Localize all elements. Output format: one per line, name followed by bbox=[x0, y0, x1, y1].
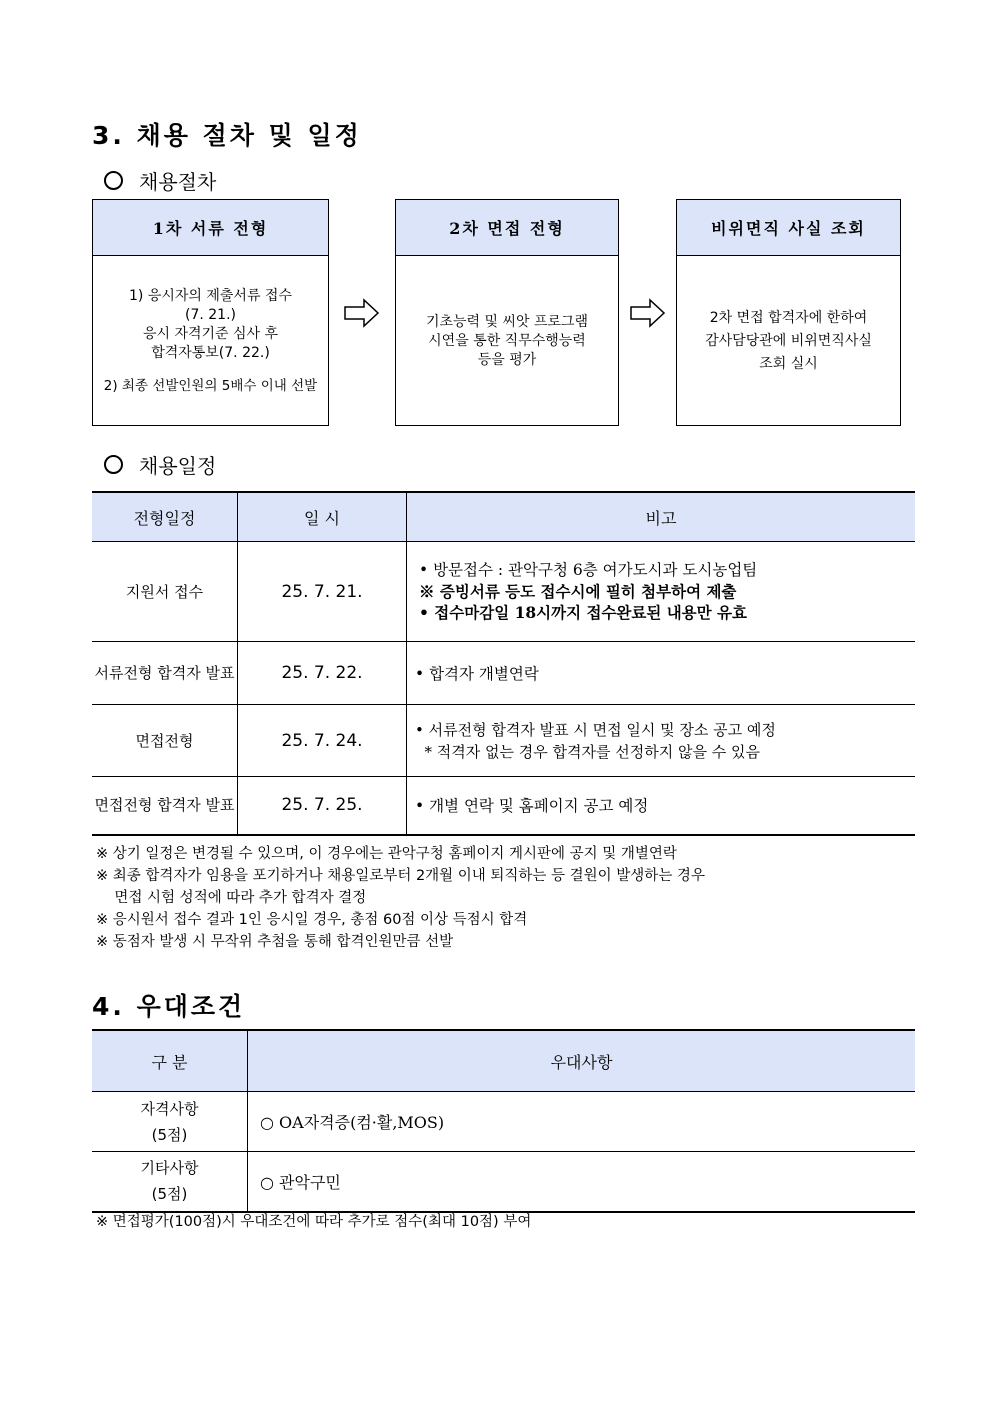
step-line: 조회 실시 bbox=[759, 355, 818, 372]
notes-cell bbox=[407, 642, 916, 705]
note-line: ※ 증빙서류 등도 접수시에 필히 첨부하여 제출 bbox=[419, 582, 737, 601]
step-line: 2차 면접 합격자에 한하여 bbox=[709, 309, 868, 326]
note-line: • 합격자 개별연락 bbox=[415, 665, 539, 683]
preference-table bbox=[92, 1029, 915, 1213]
notes-cell bbox=[407, 542, 916, 642]
step-line: 2) 최종 선발인원의 5배수 이내 선발 bbox=[103, 377, 318, 394]
footnote: ※ 상기 일정은 변경될 수 있으며, 이 경우에는 관악구청 홈페이지 게시판에 공지 및 개별연락 bbox=[96, 846, 677, 862]
category-points: (5점) bbox=[151, 1125, 188, 1144]
stage-cell: 면접전형 bbox=[92, 705, 238, 777]
date-cell: 25. 7. 25. bbox=[238, 777, 407, 835]
schedule-footnotes bbox=[96, 843, 906, 953]
stage-cell: 면접전형 합격자 발표 bbox=[92, 777, 238, 835]
step-body bbox=[677, 256, 900, 426]
col-header: 일 시 bbox=[238, 492, 407, 542]
step-box-document-screening bbox=[92, 199, 329, 426]
table-row bbox=[92, 705, 915, 777]
notes-cell bbox=[407, 705, 916, 777]
step-line: 합격자통보(7. 22.) bbox=[151, 344, 270, 361]
step-line: 1) 응시자의 제출서류 접수 bbox=[129, 287, 292, 304]
step-body bbox=[396, 256, 618, 426]
stage-cell: 서류전형 합격자 발표 bbox=[92, 642, 238, 705]
step-line: (7. 21.) bbox=[185, 306, 236, 323]
category-cell bbox=[92, 1152, 248, 1212]
notes-cell bbox=[407, 777, 916, 835]
footnote: ※ 최종 합격자가 임용을 포기하거나 채용일로부터 2개월 이내 퇴직하는 등 결원이 발생하는 경우 bbox=[96, 868, 705, 884]
col-header: 전형일정 bbox=[92, 492, 238, 542]
table-row bbox=[92, 1092, 915, 1152]
col-header: 비고 bbox=[407, 492, 916, 542]
category-points: (5점) bbox=[151, 1185, 188, 1204]
date-cell: 25. 7. 24. bbox=[238, 705, 407, 777]
step-line: 등을 평가 bbox=[477, 351, 537, 368]
step-line: 응시 자격기준 심사 후 bbox=[142, 325, 279, 342]
col-header: 우대사항 bbox=[248, 1030, 916, 1092]
table-row bbox=[92, 1152, 915, 1212]
section-4-title: 4. 우대조건 bbox=[92, 992, 246, 1021]
circle-bullet-icon bbox=[104, 171, 123, 190]
schedule-heading bbox=[104, 450, 216, 479]
category-cell bbox=[92, 1092, 248, 1152]
right-arrow-icon bbox=[630, 298, 666, 328]
schedule-table bbox=[92, 491, 915, 836]
detail-cell: ○ OA자격증(컴·활,MOS) bbox=[248, 1092, 916, 1152]
procedure-heading-text: 채용절차 bbox=[139, 170, 217, 194]
step-body bbox=[93, 256, 328, 426]
date-cell: 25. 7. 21. bbox=[238, 542, 407, 642]
section-3-title: 3. 채용 절차 및 일정 bbox=[92, 121, 362, 150]
note-line: • 서류전형 합격자 발표 시 면접 일시 및 장소 공고 예정 bbox=[415, 720, 776, 739]
note-line: * 적격자 없는 경우 합격자를 선정하지 않을 수 있음 bbox=[415, 742, 760, 761]
step-title: 2차 면접 전형 bbox=[396, 200, 618, 256]
col-header: 구 분 bbox=[92, 1030, 248, 1092]
step-box-misconduct-check bbox=[676, 199, 901, 426]
footnote: 면접 시험 성적에 따라 추가 합격자 결정 bbox=[96, 890, 367, 906]
note-line: • 개별 연락 및 홈페이지 공고 예정 bbox=[415, 797, 649, 816]
category-label: 자격사항 bbox=[140, 1099, 199, 1118]
stage-cell: 지원서 접수 bbox=[92, 542, 238, 642]
table-row bbox=[92, 542, 915, 642]
schedule-heading-text: 채용일정 bbox=[139, 454, 217, 478]
step-title: 1차 서류 전형 bbox=[93, 200, 328, 256]
note-line: • 방문접수 : 관악구청 6층 여가도시과 도시농업팀 bbox=[419, 561, 758, 579]
procedure-heading bbox=[104, 166, 216, 195]
date-cell: 25. 7. 22. bbox=[238, 642, 407, 705]
step-line: 기초능력 및 씨앗 프로그램 bbox=[425, 313, 589, 330]
table-row bbox=[92, 642, 915, 705]
step-box-interview bbox=[395, 199, 619, 426]
category-label: 기타사항 bbox=[140, 1159, 199, 1178]
step-title: 비위면직 사실 조회 bbox=[677, 200, 900, 256]
step-line: 감사담당관에 비위면직사실 bbox=[705, 332, 872, 349]
preference-footnote: ※ 면접평가(100점)시 우대조건에 따라 추가로 점수(최대 10점) 부여 bbox=[96, 1214, 532, 1230]
detail-cell: ○ 관악구민 bbox=[248, 1152, 916, 1212]
footnote: ※ 동점자 발생 시 무작위 추첨을 통해 합격인원만큼 선발 bbox=[96, 934, 454, 950]
right-arrow-icon bbox=[344, 298, 380, 328]
step-line: 시연을 통한 직무수행능력 bbox=[428, 332, 586, 349]
circle-bullet-icon bbox=[104, 455, 123, 474]
footnote: ※ 응시원서 접수 결과 1인 응시일 경우, 총점 60점 이상 득점시 합격 bbox=[96, 912, 528, 928]
table-row bbox=[92, 777, 915, 835]
note-line: • 접수마감일 18시까지 접수완료된 내용만 유효 bbox=[419, 603, 747, 622]
